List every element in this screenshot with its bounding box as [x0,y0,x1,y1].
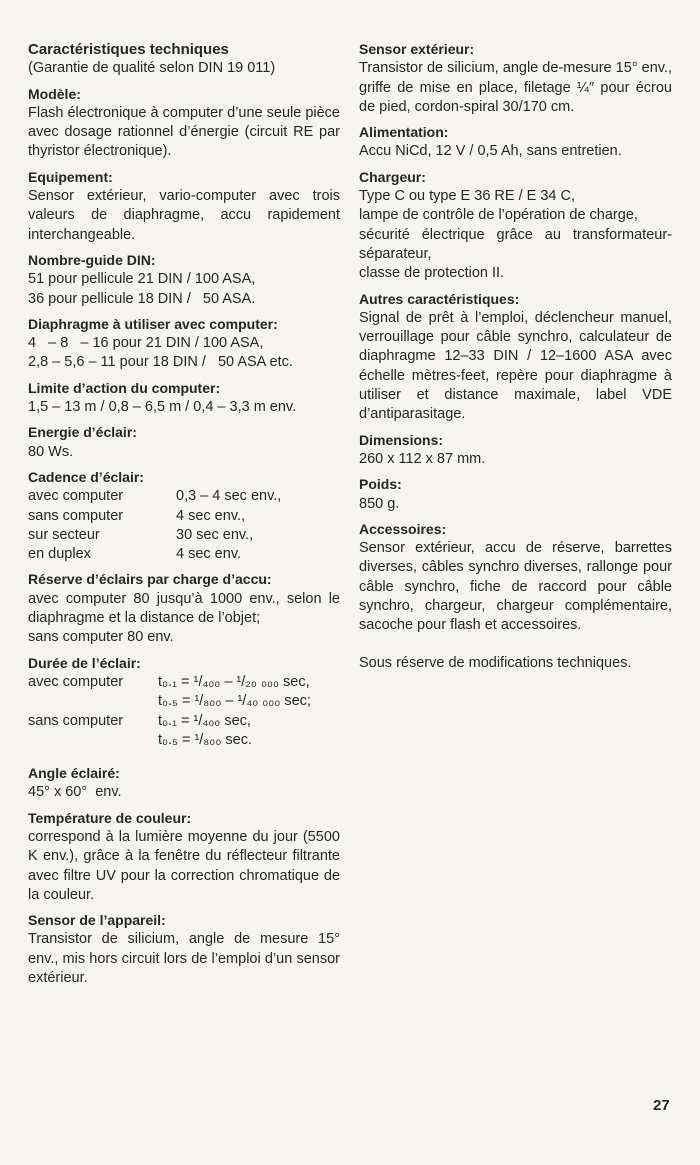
text-energie: 80 Ws. [28,443,74,460]
heading-reserve: Réserve d’éclairs par charge d’accu: [28,571,272,588]
heading-angle: Angle éclairé: [28,765,120,782]
text-dimensions: 260 x 112 x 87 mm. [359,450,486,467]
chargeur-line-4: classe de protection II. [359,265,505,282]
heading-temperature: Température de couleur: [28,809,192,826]
text-reserve-2: sans computer 80 env. [28,629,174,646]
section-dimensions [359,431,672,470]
section-autres [359,290,672,425]
duree-label: avec computer [28,673,124,690]
heading-dimensions: Dimensions: [359,431,444,448]
duree-formula: t₀.₅ = ¹/₈₀₀ sec. [158,731,252,748]
text-angle: 45° x 60° env. [28,784,122,801]
note-modifications: Sous réserve de modifications techniques. [359,654,632,671]
section-equipement [28,168,340,245]
section-accessoires [359,520,672,636]
section-poids [359,475,672,514]
page-title: Caractéristiques techniques [28,41,229,58]
heading-nombre-guide: Nombre-guide DIN: [28,251,156,268]
duree-table [28,673,340,750]
section-limite [28,379,340,418]
section-chargeur [359,168,672,284]
heading-energie: Energie d’éclair: [28,424,137,441]
chargeur-line-3: sécurité électrique grâce au transformateur-séparateur, [359,226,672,262]
cadence-value: 0,3 – 4 sec env., [176,488,282,505]
right-column [359,40,672,673]
nombre-line-1: 51 pour pellicule 21 DIN / 100 ASA, [28,271,256,288]
section-nombre-guide [28,251,340,309]
section-modele [28,85,340,162]
diaphragme-line-1: 4 – 8 – 16 pour 21 DIN / 100 ASA, [28,335,264,352]
diaphragme-line-2: 2,8 – 5,6 – 11 pour 18 DIN / 50 ASA etc. [28,354,293,371]
cadence-value: 4 sec env., [176,507,246,524]
heading-duree: Durée de l’éclair: [28,654,141,671]
duree-formula: t₀.₁ = ¹/₄₀₀ sec, [158,712,251,729]
heading-equipement: Equipement: [28,168,113,185]
section-duree [28,654,340,750]
text-equipement: Sensor extérieur, vario-computer avec trois valeurs de diaphragme, accu rapidement interchangeable. [28,188,340,243]
text-alimentation: Accu NiCd, 12 V / 0,5 Ah, sans entretien. [359,143,622,160]
text-autres: Signal de prêt à l’emploi, déclencheur manuel, verrouillage pour câble synchro, calculateur de diaphragme 12–33 DIN / 12–1600 ASA avec échelle mètres-feet, repère pour diaphragme à utiliser et distance maximale, label VDE d’antiparasitage. [359,309,672,423]
text-sensor-appareil: Transistor de silicium, angle de mesure 15° env., mis hors circuit lors de l’emploi d’un sensor extérieur. [28,931,340,987]
heading-limite: Limite d’action du computer: [28,379,221,396]
section-sensor-exterieur [359,40,672,117]
cadence-label: avec computer [28,488,124,505]
heading-diaphragme: Diaphragme à utiliser avec computer: [28,315,278,332]
heading-modele: Modèle: [28,85,81,102]
section-energie [28,423,340,462]
page-number: 27 [653,1097,670,1114]
heading-sensor-appareil: Sensor de l’appareil: [28,912,166,929]
heading-poids: Poids: [359,476,402,493]
section-sensor-appareil [28,911,340,988]
duree-formula: t₀.₁ = ¹/₄₀₀ – ¹/₂₀ ₀₀₀ sec, [158,673,310,690]
duree-formula: t₀.₅ = ¹/₈₀₀ – ¹/₄₀ ₀₀₀ sec; [158,693,311,710]
section-cadence [28,468,340,564]
duree-label: sans computer [28,712,124,729]
text-reserve: avec computer 80 jusqu’à 1000 env., selon le diaphragme et la distance de l’objet; [28,590,340,627]
text-poids: 850 g. [359,495,400,512]
cadence-label: sur secteur [28,526,100,543]
section-temperature [28,809,340,905]
text-modele: Flash électronique à computer d’une seule pièce avec dosage rationnel d’énergie (circuit RE par thyristor électronique). [28,104,340,160]
text-temperature: correspond à la lumière moyenne du jour (5500 K env.), grâce à la fenêtre du réflecteur filtrante avec filtre UV pour la correction chromatique de la couleur. [28,828,340,903]
cadence-value: 4 sec env. [176,546,242,563]
cadence-label: en duplex [28,546,91,563]
heading-alimentation: Alimentation: [359,124,449,141]
cadence-table [28,487,340,564]
heading-cadence: Cadence d’éclair: [28,468,144,485]
heading-sensor-exterieur: Sensor extérieur: [359,41,475,57]
heading-accessoires: Accessoires: [359,520,447,537]
heading-autres: Autres caractéristiques: [359,290,520,307]
cadence-label: sans computer [28,507,124,524]
section-reserve [28,570,340,647]
cadence-value: 30 sec env., [176,526,254,543]
text-accessoires: Sensor extérieur, accu de réserve, barrettes diverses, câbles synchro diverses, rallonge pour câble synchro, fiche de raccord pour câble synchro, chargeur, chargeur complémentaire, sacoche pour flash et accessoires. [359,540,672,634]
section-angle [28,764,340,803]
subtitle: (Garantie de qualité selon DIN 19 011) [28,60,276,77]
left-column [28,40,340,994]
text-sensor-exterieur: Transistor de silicium, angle de-mesure 15° env., griffe de mise en place, filetage ¼″ pour écrou de pied, cordon-spiral 30/170 cm. [359,60,672,115]
section-alimentation [359,123,672,162]
chargeur-line-1: Type C ou type E 36 RE / E 34 C, [359,188,575,205]
nombre-line-2: 36 pour pellicule 18 DIN / 50 ASA. [28,290,256,307]
chargeur-line-2: lampe de contrôle de l’opération de charge, [359,207,638,224]
heading-chargeur: Chargeur: [359,168,426,185]
section-diaphragme [28,315,340,373]
text-limite: 1,5 – 13 m / 0,8 – 6,5 m / 0,4 – 3,3 m env. [28,399,297,416]
